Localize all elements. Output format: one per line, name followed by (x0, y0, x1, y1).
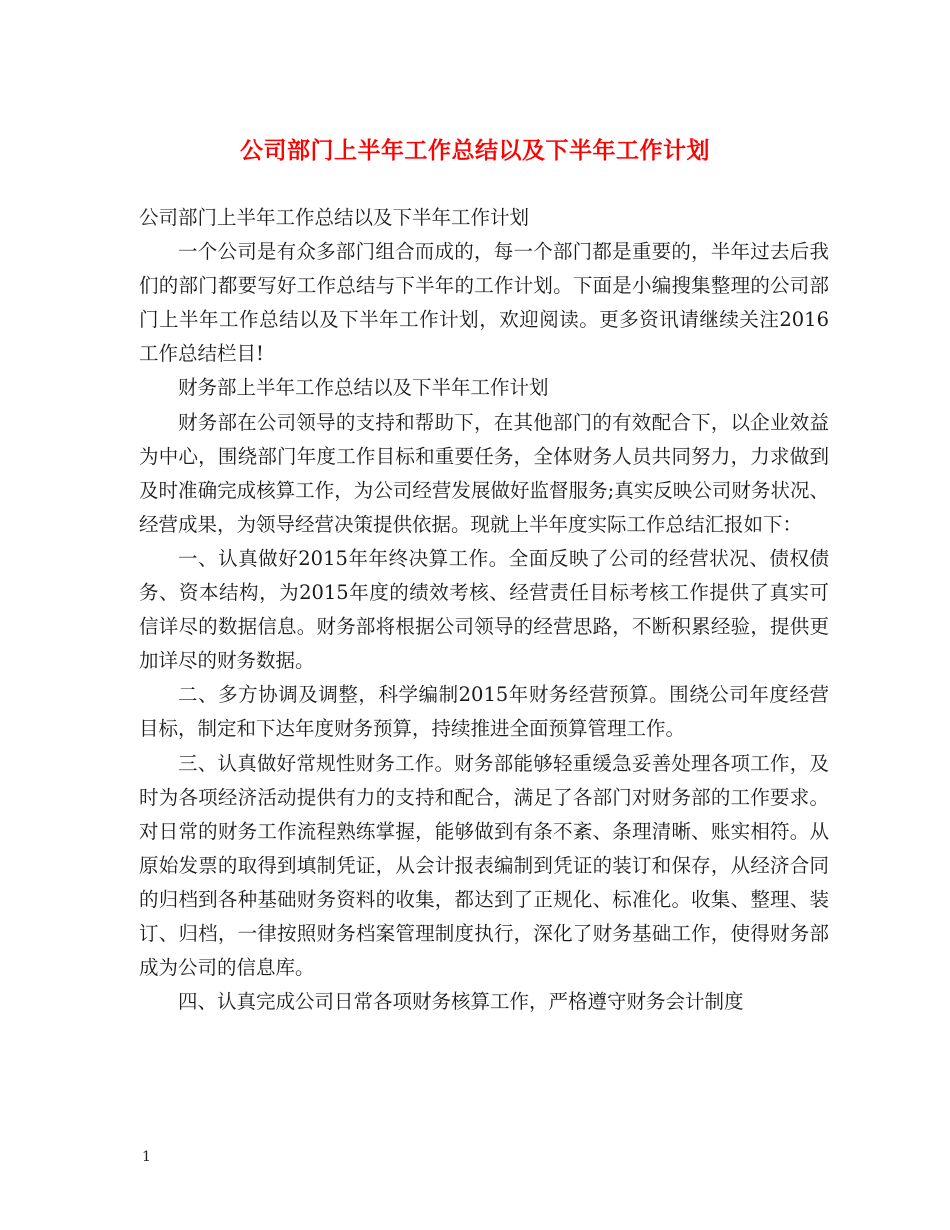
document-body (139, 201, 829, 1019)
item-two-paragraph: 二、多方协调及调整，科学编制2015年财务经营预算。围绕公司年度经营目标，制定和下达年度财务预算，持续推进全面预算管理工作。 (139, 683, 829, 741)
item-one-paragraph: 一、认真做好2015年年终决算工作。全面反映了公司的经营状况、债权债务、资本结构，为2015年度的绩效考核、经营责任目标考核工作提供了真实可信详尽的数据信息。财务部将根据公司领导的经营思路，不断积累经验，提供更加详尽的财务数据。 (139, 546, 829, 673)
intro-paragraph: 一个公司是有众多部门组合而成的，每一个部门都是重要的，半年过去后我们的部门都要写好工作总结与下半年的工作计划。下面是小编搜集整理的公司部门上半年工作总结以及下半年工作计划，欢迎阅读。更多资讯请继续关注2016工作总结栏目! (139, 240, 829, 366)
item-three-paragraph: 三、认真做好常规性财务工作。财务部能够轻重缓急妥善处理各项工作，及时为各项经济活动提供有力的支持和配合，满足了各部门对财务部的工作要求。对日常的财务工作流程熟练掌握，能够做到有条不紊、条理清晰、账实相符。从原始发票的取得到填制凭证，从会计报表编制到凭证的装订和保存，从经济合同的归档到各种基础财务资料的收集，都达到了正规化、标准化。收集、整理、装订、归档，一律按照财务档案管理制度执行，深化了财务基础工作，使得财务部成为公司的信息库。 (139, 751, 829, 980)
section-heading-finance: 财务部上半年工作总结以及下半年工作计划 (178, 376, 549, 400)
subtitle-paragraph: 公司部门上半年工作总结以及下半年工作计划 (139, 206, 530, 229)
finance-overview-paragraph: 财务部在公司领导的支持和帮助下，在其他部门的有效配合下，以企业效益为中心，围绕部门年度工作目标和重要任务，全体财务人员共同努力，力求做到及时准确完成核算工作，为公司经营发展做好监督服务;真实反映公司财务状况、经营成果，为领导经营决策提供依据。现就上半年度实际工作总结汇报如下： (139, 410, 829, 536)
document-title: 公司部门上半年工作总结以及下半年工作计划 (240, 137, 710, 164)
page-number: 1 (142, 1149, 151, 1165)
item-four-paragraph: 四、认真完成公司日常各项财务核算工作，严格遵守财务会计制度 (178, 990, 744, 1014)
